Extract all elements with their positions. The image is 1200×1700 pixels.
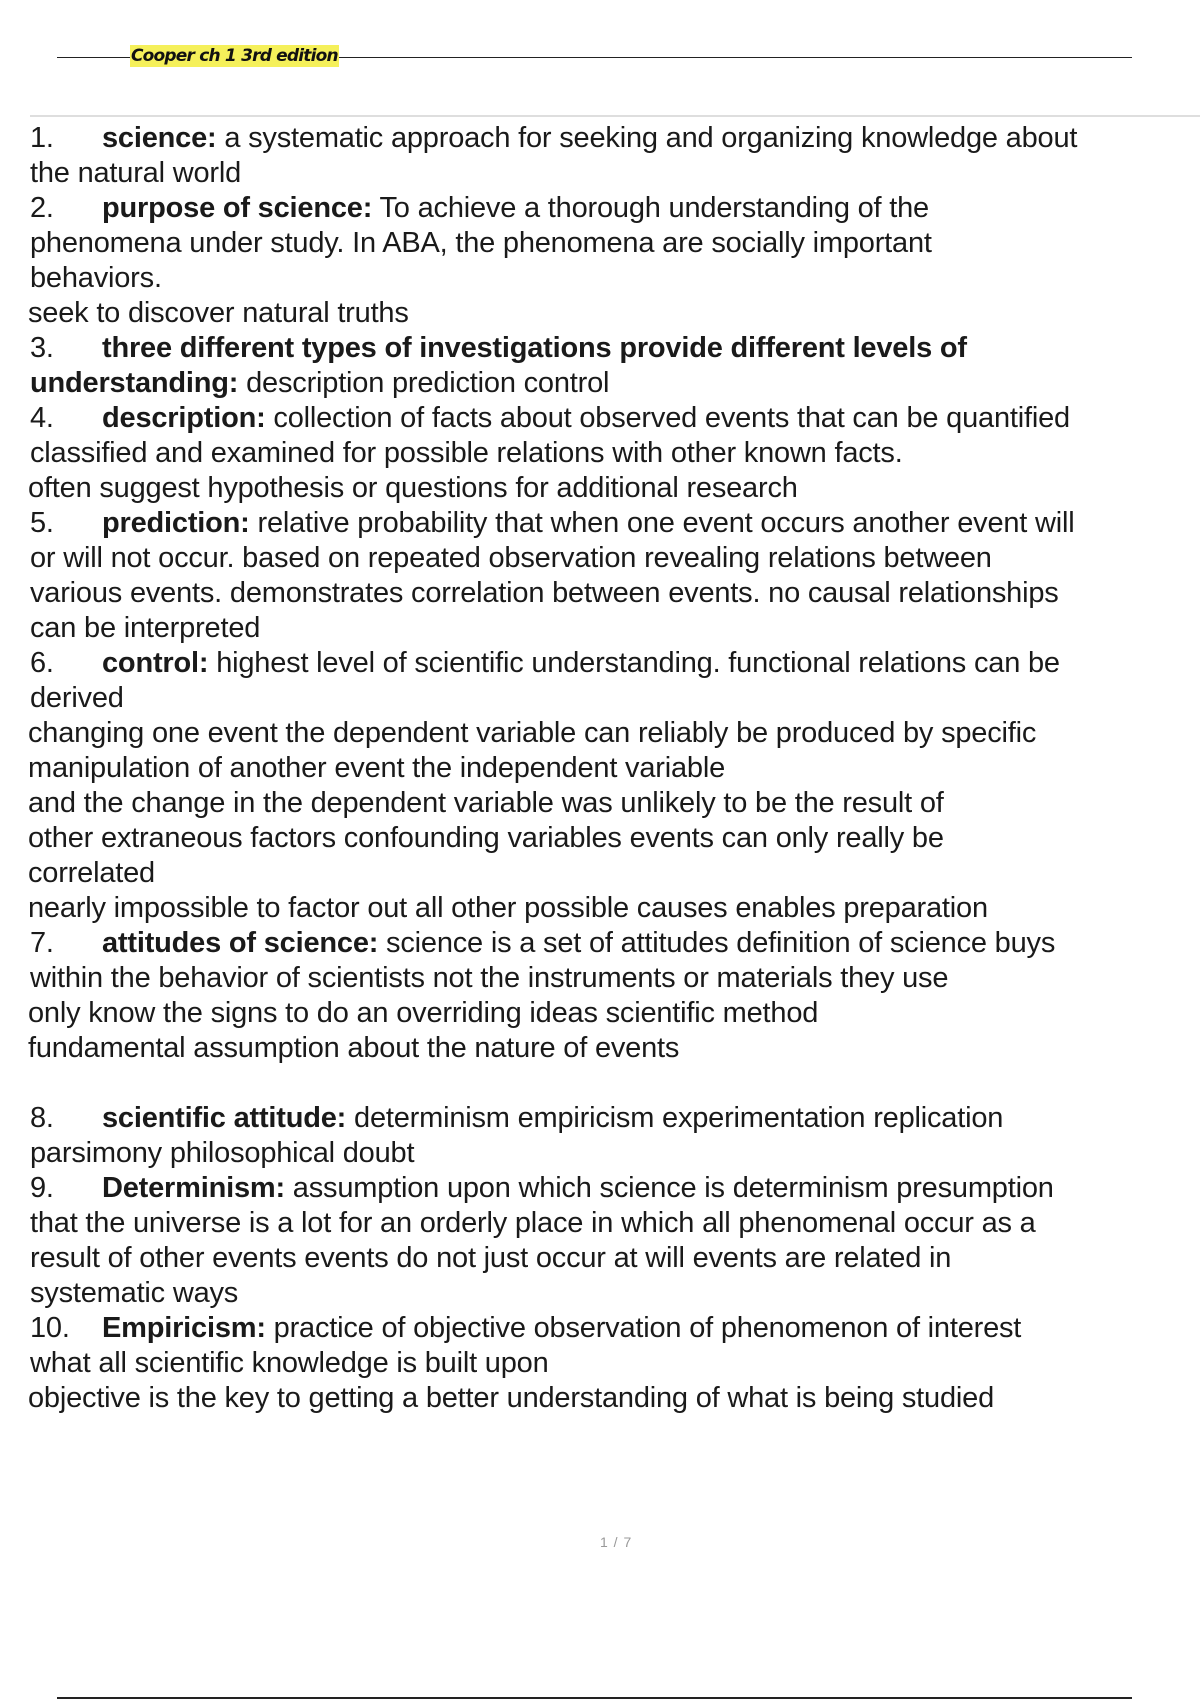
item-definition: relative probability that when one event occurs another event will (249, 507, 1075, 539)
item-definition-line: parsimony philosophical doubt (30, 1137, 415, 1169)
item-term: attitudes of science: (102, 927, 379, 959)
item-definition-line: behaviors. (30, 262, 162, 294)
item-definition-line: can be interpreted (30, 612, 261, 644)
item-term-continued: understanding: (30, 367, 239, 399)
flashcard-list (30, 121, 1195, 1416)
footer-rule (57, 1697, 1132, 1699)
item-definition: determinism empiricism experimentation replication (346, 1102, 1004, 1134)
item-term: Determinism: (102, 1172, 285, 1204)
item-definition: practice of objective observation of phenomenon of interest (265, 1312, 1022, 1344)
item-note: other extraneous factors confounding variables events can only really be (28, 822, 944, 854)
item-definition-line: result of other events events do not just occur at will events are related in (30, 1242, 952, 1274)
item-definition: collection of facts about observed events that can be quantified (265, 402, 1070, 434)
list-item (30, 331, 1195, 401)
item-definition: description prediction control (238, 367, 610, 399)
item-term: science: (102, 122, 217, 154)
item-number: 3. (30, 332, 54, 364)
list-item (30, 646, 1195, 926)
item-note: manipulation of another event the independent variable (28, 752, 725, 784)
item-definition-line: systematic ways (30, 1277, 239, 1309)
item-number: 6. (30, 647, 54, 679)
list-item (30, 1101, 1195, 1171)
item-definition-line: that the universe is a lot for an orderly place in which all phenomenal occur as a (30, 1207, 1036, 1239)
list-item (30, 401, 1195, 506)
page-number: 1 / 7 (600, 1534, 633, 1550)
item-note: fundamental assumption about the nature of events (28, 1032, 680, 1064)
item-number: 10. (30, 1312, 70, 1344)
item-number: 1. (30, 122, 54, 154)
item-term: control: (102, 647, 209, 679)
item-definition: highest level of scientific understanding. functional relations can be (208, 647, 1060, 679)
item-definition-line: what all scientific knowledge is built upon (30, 1347, 549, 1379)
item-term: prediction: (102, 507, 250, 539)
item-number: 5. (30, 507, 54, 539)
item-definition-line: derived (30, 682, 124, 714)
item-term: scientific attitude: (102, 1102, 347, 1134)
list-item (30, 121, 1195, 191)
item-term: description: (102, 402, 266, 434)
item-definition-line: various events. demonstrates correlation between events. no causal relationships (30, 577, 1059, 609)
item-term: Empiricism: (102, 1312, 266, 1344)
item-number: 4. (30, 402, 54, 434)
spacer (30, 1066, 1195, 1101)
content-top-rule (30, 115, 1200, 117)
item-term: three different types of investigations provide different levels of (102, 332, 967, 364)
item-note: seek to discover natural truths (28, 297, 409, 329)
item-definition-line: within the behavior of scientists not the instruments or materials they use (30, 962, 949, 994)
item-definition: a systematic approach for seeking and organizing knowledge about (216, 122, 1078, 154)
item-number: 8. (30, 1102, 54, 1134)
item-note: objective is the key to getting a better understanding of what is being studied (28, 1382, 994, 1414)
item-note: changing one event the dependent variable can reliably be produced by specific (28, 717, 1037, 749)
document-title: Cooper ch 1 3rd edition (131, 46, 338, 66)
item-definition-line: the natural world (30, 157, 241, 189)
list-item (30, 1311, 1195, 1416)
list-item (30, 506, 1195, 646)
list-item (30, 926, 1195, 1066)
item-definition-line: phenomena under study. In ABA, the phenomena are socially important (30, 227, 932, 259)
item-number: 2. (30, 192, 54, 224)
item-definition: science is a set of attitudes definition of science buys (378, 927, 1056, 959)
item-definition-line: classified and examined for possible relations with other known facts. (30, 437, 903, 469)
list-item (30, 191, 1195, 331)
item-note: correlated (28, 857, 155, 889)
item-note: and the change in the dependent variable was unlikely to be the result of (28, 787, 944, 819)
item-note: only know the signs to do an overriding ideas scientific method (28, 997, 819, 1029)
list-item (30, 1171, 1195, 1311)
item-definition: assumption upon which science is determinism presumption (284, 1172, 1054, 1204)
item-number: 9. (30, 1172, 54, 1204)
item-definition-line: or will not occur. based on repeated observation revealing relations between (30, 542, 992, 574)
item-number: 7. (30, 927, 54, 959)
item-note: often suggest hypothesis or questions for additional research (28, 472, 798, 504)
item-definition: To achieve a thorough understanding of the (372, 192, 929, 224)
item-term: purpose of science: (102, 192, 373, 224)
item-note: nearly impossible to factor out all other possible causes enables preparation (28, 892, 988, 924)
